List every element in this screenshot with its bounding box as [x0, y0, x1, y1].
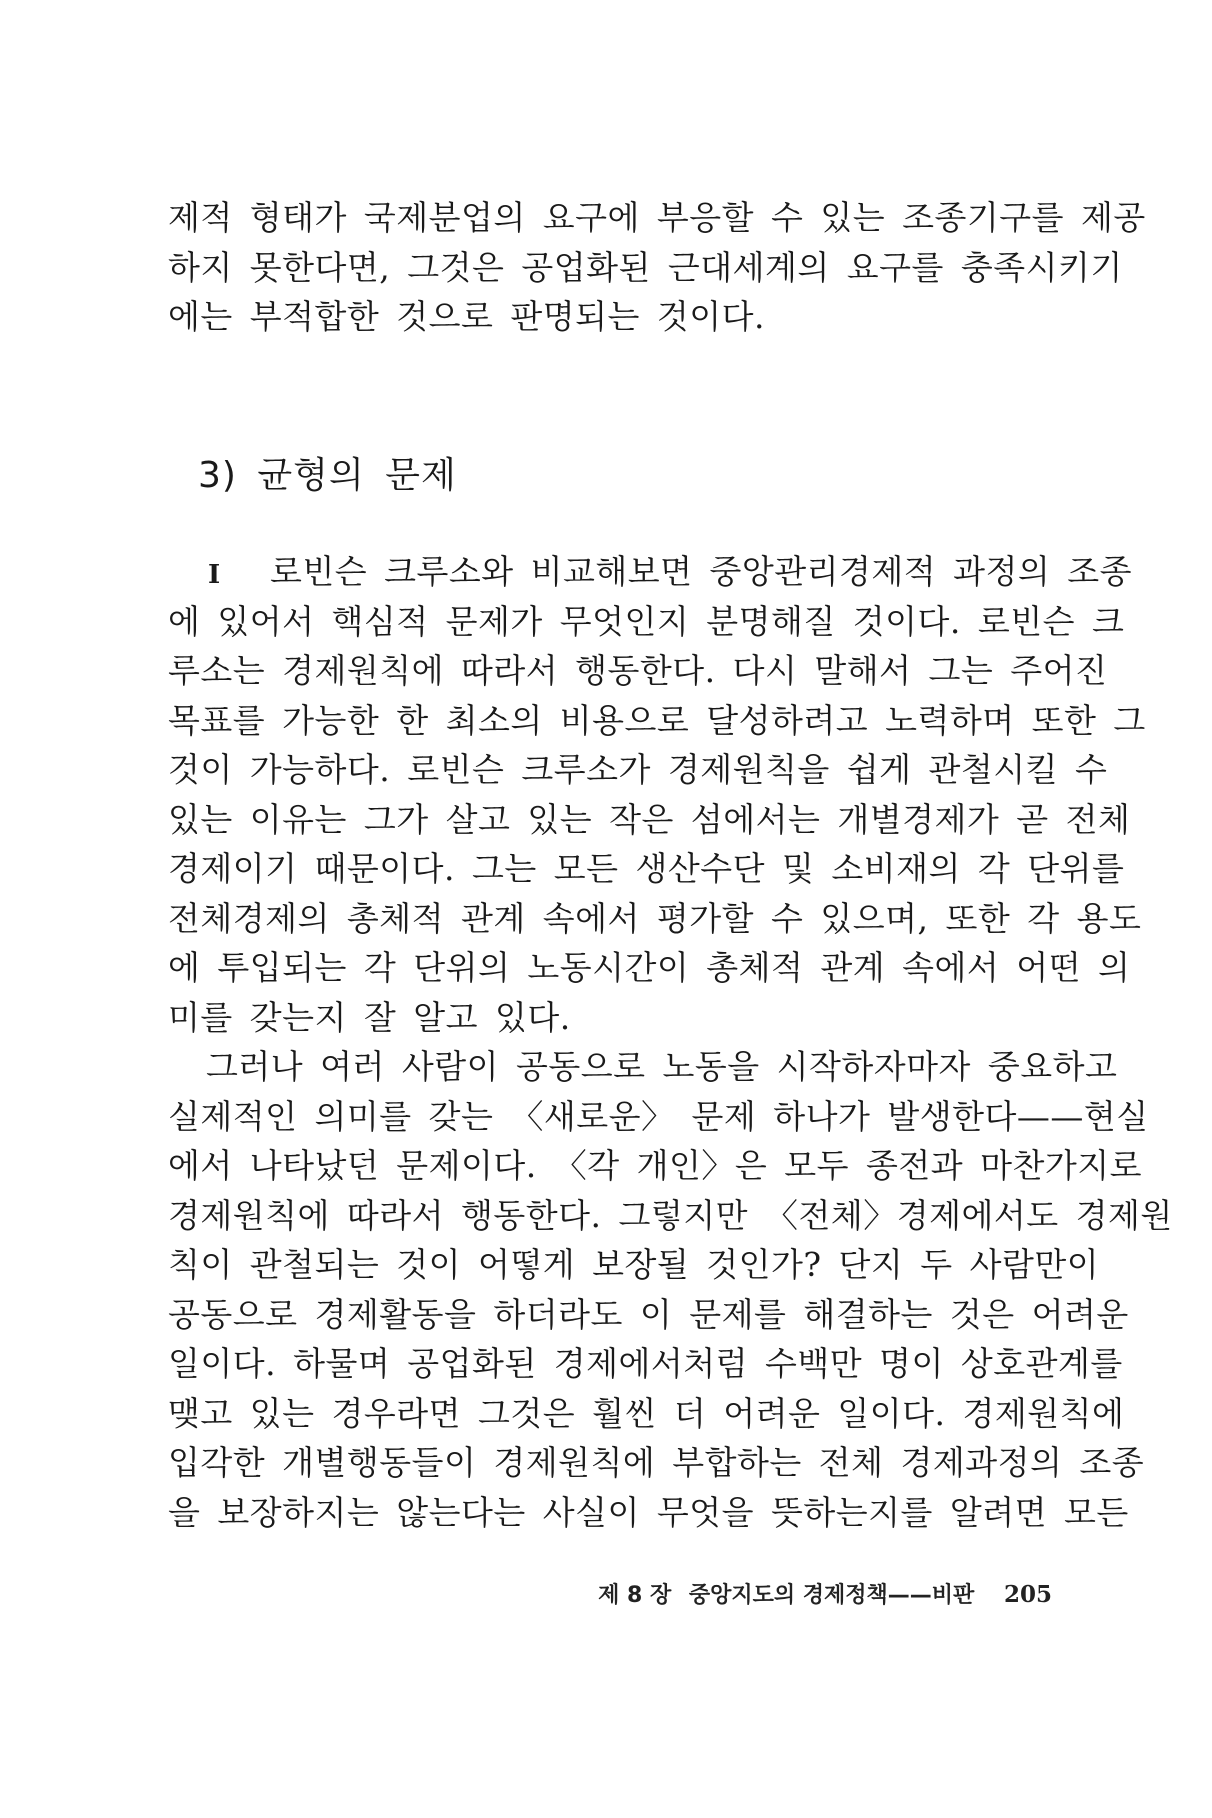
text-line [168, 1042, 1118, 1092]
text-line: 칙이 관철되는 것이 어떻게 보장될 것인가? 단지 두 사람만이 [168, 1245, 1100, 1284]
paragraph-1 [168, 547, 1146, 1042]
text-line: 미를 갖는지 잘 알고 있다. [168, 997, 571, 1037]
text-line: 실제적인 의미를 갖는 〈새로운〉 문제 하나가 발생한다——현실 [168, 1096, 1149, 1136]
text-line: 에 있어서 핵심적 문제가 무엇인지 분명해질 것이다. 로빈슨 크 [168, 601, 1125, 641]
text-line: 맺고 있는 경우라면 그것은 훨씬 더 어려운 일이다. 경제원칙에 [168, 1393, 1125, 1433]
page-number: 205 [1003, 1581, 1052, 1608]
text-line: 것이 가능하다. 로빈슨 크루소가 경제원칙을 쉽게 관철시킬 수 [168, 750, 1108, 789]
running-footer [588, 1578, 1052, 1609]
text-line: 을 보장하지는 않는다는 사실이 무엇을 뜻하는지를 알려면 모든 [168, 1492, 1129, 1532]
text-line: 경제이기 때문이다. 그는 모든 생산수단 및 소비재의 각 단위를 [168, 849, 1125, 888]
text-line [168, 547, 1133, 597]
footer-title: 중앙지도의 경제정책——비판 [688, 1583, 975, 1608]
text-line: 에서 나타났던 문제이다. 〈각 개인〉은 모두 종전과 마찬가지로 [168, 1146, 1142, 1185]
text-line: 목표를 가능한 한 최소의 비용으로 달성하려고 노력하며 또한 그 [168, 700, 1146, 740]
text-line: 공동으로 경제활동을 하더라도 이 문제를 해결하는 것은 어려운 [168, 1294, 1129, 1334]
text-line: 있는 이유는 그가 살고 있는 작은 섬에서는 개별경제가 곧 전체 [168, 799, 1131, 839]
paragraph-2 [168, 1042, 1173, 1537]
intro-paragraph [168, 193, 1146, 342]
text-line: 일이다. 하물며 공업화된 경제에서처럼 수백만 명이 상호관계를 [168, 1344, 1123, 1383]
text-line: 입각한 개별행동들이 경제원칙에 부합하는 전체 경제과정의 조종 [168, 1443, 1145, 1482]
section-heading: 3) 균형의 문제 [198, 455, 457, 496]
text-line: 경제원칙에 따라서 행동한다. 그렇지만 〈전체〉경제에서도 경제원 [168, 1195, 1173, 1235]
footer-chapter: 제 8 장 [598, 1583, 672, 1608]
body-text [168, 547, 1173, 1537]
text-line-content: 그러나 여러 사람이 공동으로 노동을 시작하자마자 중요하고 [206, 1047, 1118, 1086]
text-line: 하지 못한다면, 그것은 공업화된 근대세계의 요구를 충족시키기 [168, 247, 1123, 287]
text-line: 에 투입되는 각 단위의 노동시간이 총체적 관계 속에서 어떤 의 [168, 948, 1131, 987]
text-line-content: 로빈슨 크루소와 비교해보면 중앙관리경제적 과정의 조종 [270, 552, 1133, 591]
text-line: 에는 부적합한 것으로 판명되는 것이다. [168, 297, 765, 336]
text-line: 전체경제의 총체적 관계 속에서 평가할 수 있으며, 또한 각 용도 [168, 898, 1142, 938]
text-line: 루소는 경제원칙에 따라서 행동한다. 다시 말해서 그는 주어진 [168, 651, 1108, 690]
text-line: 제적 형태가 국제분업의 요구에 부응할 수 있는 조종기구를 제공 [168, 198, 1146, 237]
section-marker: I [208, 560, 221, 590]
